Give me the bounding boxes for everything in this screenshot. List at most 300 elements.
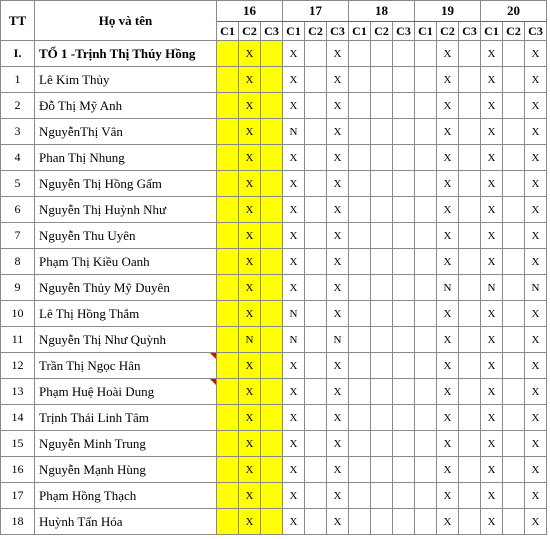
cell-mark[interactable] bbox=[503, 301, 525, 327]
cell-mark[interactable]: X bbox=[437, 93, 459, 119]
cell-mark[interactable] bbox=[349, 483, 371, 509]
cell-mark[interactable] bbox=[393, 509, 415, 535]
comment-indicator-icon[interactable] bbox=[210, 353, 216, 359]
cell-mark[interactable]: X bbox=[481, 457, 503, 483]
cell-mark[interactable] bbox=[349, 431, 371, 457]
cell-mark[interactable] bbox=[349, 379, 371, 405]
cell-mark[interactable] bbox=[393, 223, 415, 249]
cell-mark[interactable]: X bbox=[525, 93, 547, 119]
cell-mark[interactable]: X bbox=[327, 405, 349, 431]
cell-mark[interactable]: X bbox=[283, 67, 305, 93]
cell-mark[interactable] bbox=[371, 301, 393, 327]
cell-mark[interactable] bbox=[261, 67, 283, 93]
cell-mark[interactable] bbox=[371, 457, 393, 483]
cell-mark[interactable] bbox=[305, 327, 327, 353]
header-col[interactable]: C2 bbox=[503, 22, 525, 41]
cell-mark[interactable]: X bbox=[239, 509, 261, 535]
cell-mark[interactable] bbox=[305, 197, 327, 223]
cell-mark[interactable] bbox=[415, 41, 437, 67]
cell-mark[interactable]: X bbox=[437, 41, 459, 67]
cell-tt[interactable]: 3 bbox=[1, 119, 35, 145]
cell-mark[interactable]: X bbox=[239, 171, 261, 197]
cell-mark[interactable]: N bbox=[239, 327, 261, 353]
cell-mark[interactable]: X bbox=[239, 223, 261, 249]
cell-name[interactable] bbox=[35, 405, 217, 431]
cell-mark[interactable]: X bbox=[437, 67, 459, 93]
cell-mark[interactable]: X bbox=[283, 353, 305, 379]
cell-tt[interactable]: 14 bbox=[1, 405, 35, 431]
cell-tt[interactable]: 18 bbox=[1, 509, 35, 535]
cell-mark[interactable]: X bbox=[327, 171, 349, 197]
cell-mark[interactable]: X bbox=[239, 119, 261, 145]
cell-mark[interactable] bbox=[503, 41, 525, 67]
cell-mark[interactable] bbox=[217, 67, 239, 93]
header-col[interactable]: C3 bbox=[327, 22, 349, 41]
header-col[interactable]: C2 bbox=[437, 22, 459, 41]
cell-mark[interactable] bbox=[217, 275, 239, 301]
cell-tt[interactable]: 12 bbox=[1, 353, 35, 379]
cell-mark[interactable] bbox=[349, 171, 371, 197]
cell-mark[interactable] bbox=[217, 379, 239, 405]
cell-name[interactable] bbox=[35, 353, 217, 379]
cell-mark[interactable] bbox=[371, 145, 393, 171]
cell-mark[interactable] bbox=[415, 379, 437, 405]
cell-mark[interactable]: X bbox=[327, 379, 349, 405]
cell-mark[interactable]: X bbox=[239, 197, 261, 223]
cell-mark[interactable]: X bbox=[327, 93, 349, 119]
cell-mark[interactable] bbox=[217, 249, 239, 275]
cell-mark[interactable]: X bbox=[327, 249, 349, 275]
cell-mark[interactable] bbox=[261, 379, 283, 405]
cell-name[interactable] bbox=[35, 249, 217, 275]
cell-mark[interactable]: X bbox=[239, 431, 261, 457]
header-group[interactable]: 17 bbox=[283, 1, 349, 22]
cell-mark[interactable]: X bbox=[283, 93, 305, 119]
cell-tt[interactable]: 15 bbox=[1, 431, 35, 457]
cell-mark[interactable]: X bbox=[525, 67, 547, 93]
cell-mark[interactable]: X bbox=[481, 483, 503, 509]
header-col[interactable]: C1 bbox=[349, 22, 371, 41]
cell-mark[interactable]: X bbox=[437, 379, 459, 405]
cell-mark[interactable] bbox=[415, 509, 437, 535]
header-col[interactable]: C3 bbox=[459, 22, 481, 41]
cell-mark[interactable] bbox=[217, 327, 239, 353]
cell-mark[interactable] bbox=[261, 93, 283, 119]
cell-mark[interactable]: X bbox=[239, 67, 261, 93]
cell-mark[interactable] bbox=[305, 483, 327, 509]
cell-mark[interactable]: X bbox=[525, 249, 547, 275]
cell-mark[interactable]: X bbox=[481, 41, 503, 67]
cell-mark[interactable]: X bbox=[283, 509, 305, 535]
cell-mark[interactable] bbox=[371, 67, 393, 93]
cell-mark[interactable]: X bbox=[239, 41, 261, 67]
header-col[interactable]: C2 bbox=[239, 22, 261, 41]
cell-mark[interactable] bbox=[371, 249, 393, 275]
cell-mark[interactable]: X bbox=[481, 249, 503, 275]
header-name[interactable]: Họ và tên bbox=[35, 1, 217, 41]
cell-mark[interactable]: X bbox=[437, 405, 459, 431]
cell-mark[interactable]: X bbox=[239, 405, 261, 431]
cell-mark[interactable]: X bbox=[283, 223, 305, 249]
cell-mark[interactable]: X bbox=[525, 171, 547, 197]
cell-name[interactable] bbox=[35, 93, 217, 119]
cell-mark[interactable]: X bbox=[481, 301, 503, 327]
cell-mark[interactable] bbox=[393, 93, 415, 119]
cell-mark[interactable] bbox=[503, 93, 525, 119]
cell-mark[interactable]: X bbox=[283, 483, 305, 509]
cell-mark[interactable]: X bbox=[525, 509, 547, 535]
cell-mark[interactable]: X bbox=[437, 145, 459, 171]
cell-mark[interactable]: X bbox=[525, 197, 547, 223]
cell-mark[interactable] bbox=[371, 483, 393, 509]
cell-mark[interactable]: X bbox=[525, 119, 547, 145]
cell-mark[interactable] bbox=[503, 171, 525, 197]
cell-mark[interactable] bbox=[349, 405, 371, 431]
cell-mark[interactable]: X bbox=[525, 483, 547, 509]
cell-tt[interactable]: 9 bbox=[1, 275, 35, 301]
cell-mark[interactable] bbox=[305, 119, 327, 145]
cell-mark[interactable] bbox=[371, 405, 393, 431]
cell-name[interactable] bbox=[35, 119, 217, 145]
cell-mark[interactable]: N bbox=[481, 275, 503, 301]
cell-mark[interactable] bbox=[217, 509, 239, 535]
header-col[interactable]: C3 bbox=[261, 22, 283, 41]
cell-tt[interactable]: 16 bbox=[1, 457, 35, 483]
cell-mark[interactable] bbox=[503, 275, 525, 301]
cell-mark[interactable] bbox=[217, 353, 239, 379]
cell-mark[interactable]: N bbox=[437, 275, 459, 301]
cell-mark[interactable] bbox=[261, 275, 283, 301]
cell-mark[interactable] bbox=[503, 509, 525, 535]
cell-mark[interactable] bbox=[261, 457, 283, 483]
cell-mark[interactable] bbox=[349, 197, 371, 223]
cell-mark[interactable] bbox=[503, 379, 525, 405]
cell-mark[interactable] bbox=[459, 327, 481, 353]
cell-mark[interactable] bbox=[393, 405, 415, 431]
cell-mark[interactable]: X bbox=[481, 93, 503, 119]
cell-name[interactable] bbox=[35, 327, 217, 353]
cell-mark[interactable] bbox=[459, 249, 481, 275]
cell-mark[interactable] bbox=[371, 379, 393, 405]
cell-mark[interactable] bbox=[393, 431, 415, 457]
cell-mark[interactable] bbox=[305, 93, 327, 119]
cell-mark[interactable] bbox=[305, 509, 327, 535]
cell-mark[interactable] bbox=[261, 327, 283, 353]
cell-mark[interactable] bbox=[261, 197, 283, 223]
header-col[interactable]: C2 bbox=[305, 22, 327, 41]
cell-mark[interactable] bbox=[393, 327, 415, 353]
cell-mark[interactable] bbox=[305, 223, 327, 249]
cell-mark[interactable]: X bbox=[283, 275, 305, 301]
cell-mark[interactable]: X bbox=[437, 509, 459, 535]
cell-mark[interactable] bbox=[305, 67, 327, 93]
cell-mark[interactable] bbox=[459, 431, 481, 457]
cell-mark[interactable] bbox=[261, 171, 283, 197]
cell-mark[interactable] bbox=[305, 145, 327, 171]
cell-mark[interactable] bbox=[393, 171, 415, 197]
cell-mark[interactable] bbox=[305, 457, 327, 483]
cell-mark[interactable] bbox=[261, 145, 283, 171]
cell-mark[interactable] bbox=[261, 249, 283, 275]
cell-mark[interactable] bbox=[459, 405, 481, 431]
cell-tt[interactable]: 5 bbox=[1, 171, 35, 197]
cell-mark[interactable] bbox=[305, 405, 327, 431]
cell-name[interactable] bbox=[35, 67, 217, 93]
cell-mark[interactable] bbox=[305, 249, 327, 275]
cell-name[interactable] bbox=[35, 457, 217, 483]
cell-mark[interactable] bbox=[393, 353, 415, 379]
cell-mark[interactable] bbox=[349, 457, 371, 483]
cell-mark[interactable] bbox=[393, 145, 415, 171]
cell-mark[interactable] bbox=[503, 145, 525, 171]
cell-mark[interactable] bbox=[349, 301, 371, 327]
cell-mark[interactable]: X bbox=[525, 457, 547, 483]
cell-mark[interactable] bbox=[459, 483, 481, 509]
cell-tt[interactable]: 7 bbox=[1, 223, 35, 249]
cell-name[interactable] bbox=[35, 379, 217, 405]
cell-mark[interactable] bbox=[503, 353, 525, 379]
cell-mark[interactable] bbox=[349, 353, 371, 379]
cell-mark[interactable] bbox=[459, 197, 481, 223]
cell-mark[interactable] bbox=[371, 353, 393, 379]
cell-mark[interactable] bbox=[349, 145, 371, 171]
cell-mark[interactable] bbox=[349, 249, 371, 275]
cell-mark[interactable]: X bbox=[481, 431, 503, 457]
cell-mark[interactable]: X bbox=[481, 405, 503, 431]
cell-mark[interactable] bbox=[371, 119, 393, 145]
cell-name[interactable] bbox=[35, 483, 217, 509]
cell-mark[interactable] bbox=[459, 301, 481, 327]
cell-mark[interactable]: X bbox=[327, 119, 349, 145]
cell-mark[interactable] bbox=[415, 67, 437, 93]
cell-mark[interactable]: X bbox=[525, 301, 547, 327]
cell-mark[interactable]: X bbox=[239, 353, 261, 379]
cell-mark[interactable] bbox=[261, 119, 283, 145]
header-group[interactable]: 20 bbox=[481, 1, 547, 22]
cell-mark[interactable] bbox=[393, 67, 415, 93]
cell-mark[interactable] bbox=[305, 301, 327, 327]
cell-mark[interactable] bbox=[503, 119, 525, 145]
cell-name[interactable] bbox=[35, 171, 217, 197]
cell-mark[interactable]: X bbox=[283, 41, 305, 67]
cell-mark[interactable]: X bbox=[437, 301, 459, 327]
cell-mark[interactable] bbox=[459, 67, 481, 93]
cell-mark[interactable]: X bbox=[481, 171, 503, 197]
cell-mark[interactable]: X bbox=[481, 145, 503, 171]
cell-mark[interactable] bbox=[459, 223, 481, 249]
cell-mark[interactable]: X bbox=[327, 457, 349, 483]
cell-mark[interactable] bbox=[349, 119, 371, 145]
cell-mark[interactable] bbox=[459, 353, 481, 379]
cell-mark[interactable]: X bbox=[481, 353, 503, 379]
cell-mark[interactable] bbox=[393, 275, 415, 301]
cell-mark[interactable] bbox=[349, 67, 371, 93]
header-col[interactable]: C3 bbox=[393, 22, 415, 41]
cell-tt[interactable]: I. bbox=[1, 41, 35, 67]
cell-mark[interactable]: X bbox=[437, 353, 459, 379]
cell-mark[interactable] bbox=[217, 301, 239, 327]
cell-mark[interactable] bbox=[459, 379, 481, 405]
cell-tt[interactable]: 6 bbox=[1, 197, 35, 223]
cell-tt[interactable]: 13 bbox=[1, 379, 35, 405]
cell-mark[interactable]: X bbox=[525, 431, 547, 457]
header-col[interactable]: C3 bbox=[525, 22, 547, 41]
cell-mark[interactable]: X bbox=[283, 457, 305, 483]
cell-mark[interactable] bbox=[305, 41, 327, 67]
cell-mark[interactable] bbox=[393, 379, 415, 405]
cell-mark[interactable]: X bbox=[327, 301, 349, 327]
cell-mark[interactable]: X bbox=[283, 431, 305, 457]
cell-mark[interactable]: X bbox=[437, 171, 459, 197]
cell-mark[interactable] bbox=[415, 483, 437, 509]
cell-mark[interactable]: X bbox=[327, 41, 349, 67]
cell-mark[interactable] bbox=[261, 509, 283, 535]
cell-mark[interactable] bbox=[503, 457, 525, 483]
cell-mark[interactable] bbox=[217, 405, 239, 431]
cell-mark[interactable] bbox=[217, 223, 239, 249]
cell-mark[interactable] bbox=[217, 119, 239, 145]
cell-mark[interactable]: X bbox=[525, 223, 547, 249]
cell-mark[interactable] bbox=[393, 249, 415, 275]
cell-mark[interactable]: N bbox=[283, 119, 305, 145]
cell-mark[interactable] bbox=[503, 327, 525, 353]
cell-mark[interactable]: X bbox=[327, 223, 349, 249]
cell-mark[interactable]: N bbox=[283, 301, 305, 327]
cell-mark[interactable]: X bbox=[283, 405, 305, 431]
cell-mark[interactable]: X bbox=[327, 67, 349, 93]
cell-mark[interactable]: X bbox=[437, 457, 459, 483]
cell-mark[interactable] bbox=[305, 431, 327, 457]
cell-tt[interactable]: 17 bbox=[1, 483, 35, 509]
cell-tt[interactable]: 8 bbox=[1, 249, 35, 275]
cell-mark[interactable]: X bbox=[437, 483, 459, 509]
cell-mark[interactable] bbox=[459, 275, 481, 301]
cell-mark[interactable]: X bbox=[327, 353, 349, 379]
header-col[interactable]: C2 bbox=[371, 22, 393, 41]
cell-mark[interactable]: X bbox=[239, 93, 261, 119]
header-tt[interactable]: TT bbox=[1, 1, 35, 41]
cell-mark[interactable]: X bbox=[327, 509, 349, 535]
cell-mark[interactable] bbox=[503, 431, 525, 457]
cell-mark[interactable]: X bbox=[481, 223, 503, 249]
cell-mark[interactable]: X bbox=[481, 327, 503, 353]
cell-mark[interactable] bbox=[415, 431, 437, 457]
header-col[interactable]: C1 bbox=[481, 22, 503, 41]
cell-mark[interactable]: X bbox=[525, 379, 547, 405]
cell-mark[interactable]: X bbox=[481, 119, 503, 145]
cell-mark[interactable] bbox=[415, 327, 437, 353]
cell-mark[interactable] bbox=[349, 93, 371, 119]
cell-name[interactable] bbox=[35, 431, 217, 457]
cell-mark[interactable] bbox=[305, 353, 327, 379]
cell-mark[interactable] bbox=[217, 483, 239, 509]
cell-mark[interactable]: X bbox=[283, 197, 305, 223]
cell-mark[interactable] bbox=[371, 197, 393, 223]
cell-mark[interactable]: X bbox=[525, 327, 547, 353]
cell-tt[interactable]: 1 bbox=[1, 67, 35, 93]
cell-mark[interactable] bbox=[415, 353, 437, 379]
cell-tt[interactable]: 2 bbox=[1, 93, 35, 119]
cell-name[interactable] bbox=[35, 197, 217, 223]
cell-mark[interactable] bbox=[459, 119, 481, 145]
cell-mark[interactable] bbox=[371, 431, 393, 457]
cell-mark[interactable] bbox=[371, 93, 393, 119]
cell-mark[interactable]: X bbox=[481, 379, 503, 405]
cell-mark[interactable] bbox=[217, 41, 239, 67]
cell-mark[interactable]: X bbox=[437, 223, 459, 249]
cell-mark[interactable] bbox=[503, 249, 525, 275]
header-col[interactable]: C1 bbox=[415, 22, 437, 41]
cell-tt[interactable]: 10 bbox=[1, 301, 35, 327]
cell-mark[interactable] bbox=[349, 509, 371, 535]
cell-mark[interactable] bbox=[349, 41, 371, 67]
cell-mark[interactable]: N bbox=[283, 327, 305, 353]
cell-mark[interactable] bbox=[217, 197, 239, 223]
cell-tt[interactable]: 11 bbox=[1, 327, 35, 353]
cell-mark[interactable] bbox=[459, 145, 481, 171]
cell-mark[interactable]: X bbox=[327, 431, 349, 457]
cell-mark[interactable] bbox=[459, 509, 481, 535]
cell-mark[interactable] bbox=[393, 197, 415, 223]
cell-mark[interactable] bbox=[415, 119, 437, 145]
cell-mark[interactable] bbox=[503, 483, 525, 509]
cell-mark[interactable] bbox=[415, 301, 437, 327]
cell-mark[interactable] bbox=[349, 275, 371, 301]
cell-mark[interactable]: X bbox=[437, 249, 459, 275]
cell-mark[interactable]: X bbox=[327, 145, 349, 171]
cell-name[interactable] bbox=[35, 145, 217, 171]
cell-mark[interactable] bbox=[393, 41, 415, 67]
cell-mark[interactable] bbox=[217, 457, 239, 483]
cell-mark[interactable]: X bbox=[239, 483, 261, 509]
cell-mark[interactable]: X bbox=[525, 145, 547, 171]
cell-mark[interactable] bbox=[261, 431, 283, 457]
cell-mark[interactable]: X bbox=[327, 197, 349, 223]
cell-mark[interactable] bbox=[459, 93, 481, 119]
cell-mark[interactable]: X bbox=[239, 457, 261, 483]
cell-mark[interactable] bbox=[393, 301, 415, 327]
cell-mark[interactable] bbox=[371, 327, 393, 353]
cell-mark[interactable]: X bbox=[239, 379, 261, 405]
cell-mark[interactable]: X bbox=[437, 119, 459, 145]
cell-mark[interactable]: X bbox=[283, 145, 305, 171]
cell-mark[interactable] bbox=[503, 405, 525, 431]
cell-mark[interactable] bbox=[415, 93, 437, 119]
cell-mark[interactable] bbox=[459, 41, 481, 67]
cell-mark[interactable]: N bbox=[327, 327, 349, 353]
cell-mark[interactable] bbox=[349, 223, 371, 249]
cell-name[interactable] bbox=[35, 509, 217, 535]
cell-mark[interactable] bbox=[349, 327, 371, 353]
cell-mark[interactable] bbox=[261, 405, 283, 431]
cell-mark[interactable] bbox=[393, 483, 415, 509]
cell-mark[interactable]: X bbox=[525, 405, 547, 431]
cell-mark[interactable] bbox=[415, 249, 437, 275]
cell-mark[interactable] bbox=[305, 171, 327, 197]
cell-mark[interactable]: X bbox=[239, 275, 261, 301]
cell-mark[interactable] bbox=[393, 457, 415, 483]
cell-mark[interactable]: X bbox=[327, 483, 349, 509]
cell-name[interactable] bbox=[35, 41, 217, 67]
cell-mark[interactable] bbox=[261, 353, 283, 379]
header-group[interactable]: 16 bbox=[217, 1, 283, 22]
cell-mark[interactable]: X bbox=[283, 249, 305, 275]
cell-mark[interactable] bbox=[415, 197, 437, 223]
cell-mark[interactable]: X bbox=[481, 67, 503, 93]
cell-mark[interactable] bbox=[393, 119, 415, 145]
cell-mark[interactable] bbox=[261, 483, 283, 509]
cell-mark[interactable] bbox=[371, 171, 393, 197]
